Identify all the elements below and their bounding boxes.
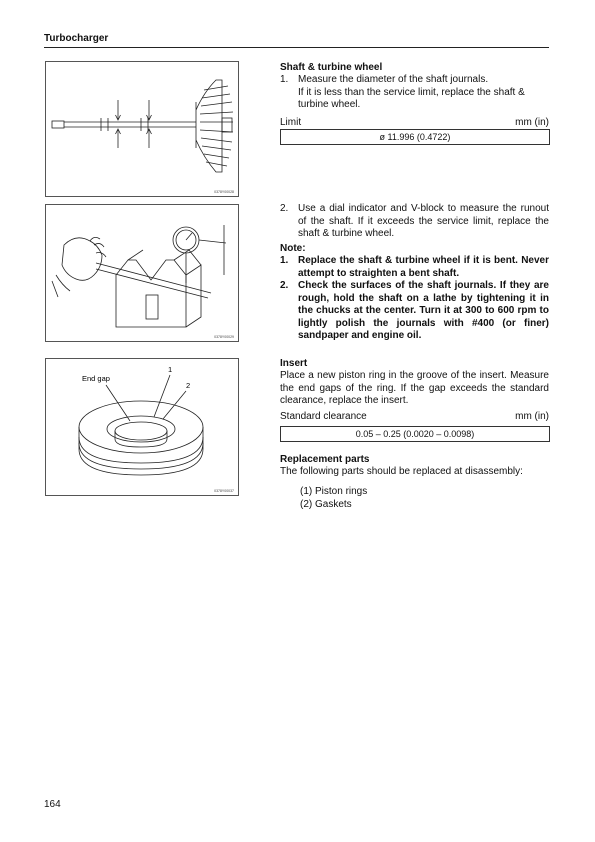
insert-illustration xyxy=(46,359,238,495)
callout-2: 2 xyxy=(186,381,191,390)
note-list xyxy=(280,255,549,343)
label-end-gap: End gap xyxy=(82,374,110,383)
page-number: 164 xyxy=(44,799,61,810)
figure-shaft-turbine-wheel xyxy=(45,61,239,197)
figure-insert-end-gap xyxy=(45,358,239,496)
replacement-list xyxy=(300,486,367,511)
clearance-unit: mm (in) xyxy=(515,411,549,422)
note-text: Check the surfaces of the shaft journals. If they are rough, hold the shaft on a lathe by tightening it in the chucks at the center. Turn it at 300 to 600 rpm to lightly polish the journals with #400 (or finer) sandpaper and engine oil. xyxy=(298,280,549,341)
shaft-turbine-illustration xyxy=(46,62,238,196)
replacement-intro: The following parts should be replaced at disassembly: xyxy=(280,466,523,477)
dial-indicator-illustration xyxy=(46,205,238,341)
step-number: 1. xyxy=(280,74,289,85)
callout-1: 1 xyxy=(168,365,173,374)
figure-code: 0378Y00028 xyxy=(214,190,234,194)
section-heading-replacement: Replacement parts xyxy=(280,454,370,465)
step-number: 2. xyxy=(280,203,289,214)
shaft-step-2 xyxy=(280,203,549,241)
step-text: If it is less than the service limit, replace the shaft & turbine wheel. xyxy=(298,86,525,110)
insert-text: Place a new piston ring in the groove of the insert. Measure the end gaps of the ring. If the gap exceeds the standard clearance, replace the insert. xyxy=(280,370,549,406)
list-item: (1) Piston rings xyxy=(300,486,368,497)
list-item: (2) Gaskets xyxy=(300,498,352,510)
section-heading-shaft: Shaft & turbine wheel xyxy=(280,62,383,73)
clearance-label: Standard clearance xyxy=(280,411,367,422)
note-item xyxy=(280,255,549,280)
limit-label: Limit xyxy=(280,117,302,128)
note-text: Replace the shaft & turbine wheel if it is bent. Never attempt to straighten a bent shaft. xyxy=(298,255,549,279)
shaft-step-1 xyxy=(280,74,549,112)
page-header-title: Turbocharger xyxy=(44,33,109,44)
note-number: 2. xyxy=(280,280,289,291)
section-heading-insert: Insert xyxy=(280,358,308,369)
figure-dial-indicator-vblock xyxy=(45,204,239,342)
step-text: Measure the diameter of the shaft journals. xyxy=(298,74,489,85)
step-text: Use a dial indicator and V-block to measure the runout of the shaft. If it exceeds the service limit, replace the shaft & turbine wheel. xyxy=(298,203,549,239)
figure-code: 0378Y00037 xyxy=(214,489,234,493)
note-item xyxy=(280,280,549,343)
header-rule xyxy=(44,47,549,48)
clearance-value-box: 0.05 – 0.25 (0.0020 – 0.0098) xyxy=(280,426,550,442)
note-heading: Note: xyxy=(280,243,306,254)
note-number: 1. xyxy=(280,255,289,266)
limit-value-box: ø 11.996 (0.4722) xyxy=(280,129,550,145)
figure-code: 0378Y00029 xyxy=(214,335,234,339)
limit-unit: mm (in) xyxy=(515,117,549,128)
